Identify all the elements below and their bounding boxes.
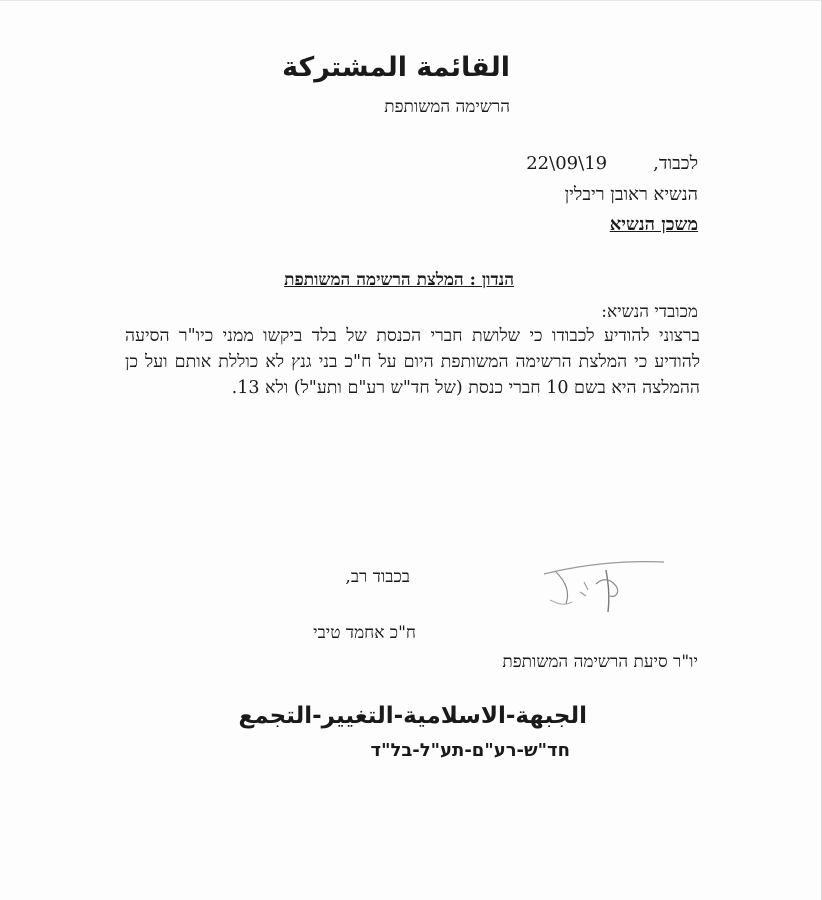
- letter-date: 19\09\22: [526, 153, 608, 174]
- letter-closing: בכבוד רב,: [345, 567, 410, 587]
- signer-title: יו"ר סיעת הרשימה המשותפת: [502, 652, 698, 672]
- recipient-office: משכן הנשיא: [609, 214, 698, 235]
- letter-body: ברצוני להודיע לכבודו כי שלושת חברי הכנסת של בלד ביקשו ממני כיו"ר הסיעה להודיע כי המלצת הרשימה המשותפת היום על ח"כ בני גנץ לא כוללת אותם ועל כן ההמלצה היא בשם 10 חברי כנסת (של חד"ש רע"ם ותע"ל) ולא 13.: [125, 326, 700, 398]
- handwritten-signature-icon: [536, 552, 671, 622]
- letter-salutation: מכובדי הנשיא:: [601, 302, 698, 322]
- address-to: לכבוד,: [653, 153, 698, 174]
- hebrew-header-title: הרשימה המשותפת: [384, 97, 510, 117]
- letter-subject: הנדון : המלצת הרשימה המשותפת: [284, 270, 514, 290]
- arabic-header-title: القائمة المشتركة: [282, 52, 510, 83]
- signer-name: ח"כ אחמד טיבי: [313, 623, 416, 643]
- arabic-parties-footer: الجبهة-الاسلامية-التغيير-التجمع: [238, 703, 587, 729]
- hebrew-parties-footer: חד"ש-רע"ם-תע"ל-בל"ד: [370, 740, 570, 761]
- address-date-line: [526, 153, 698, 174]
- recipient-name: הנשיא ראובן ריבלין: [564, 184, 698, 205]
